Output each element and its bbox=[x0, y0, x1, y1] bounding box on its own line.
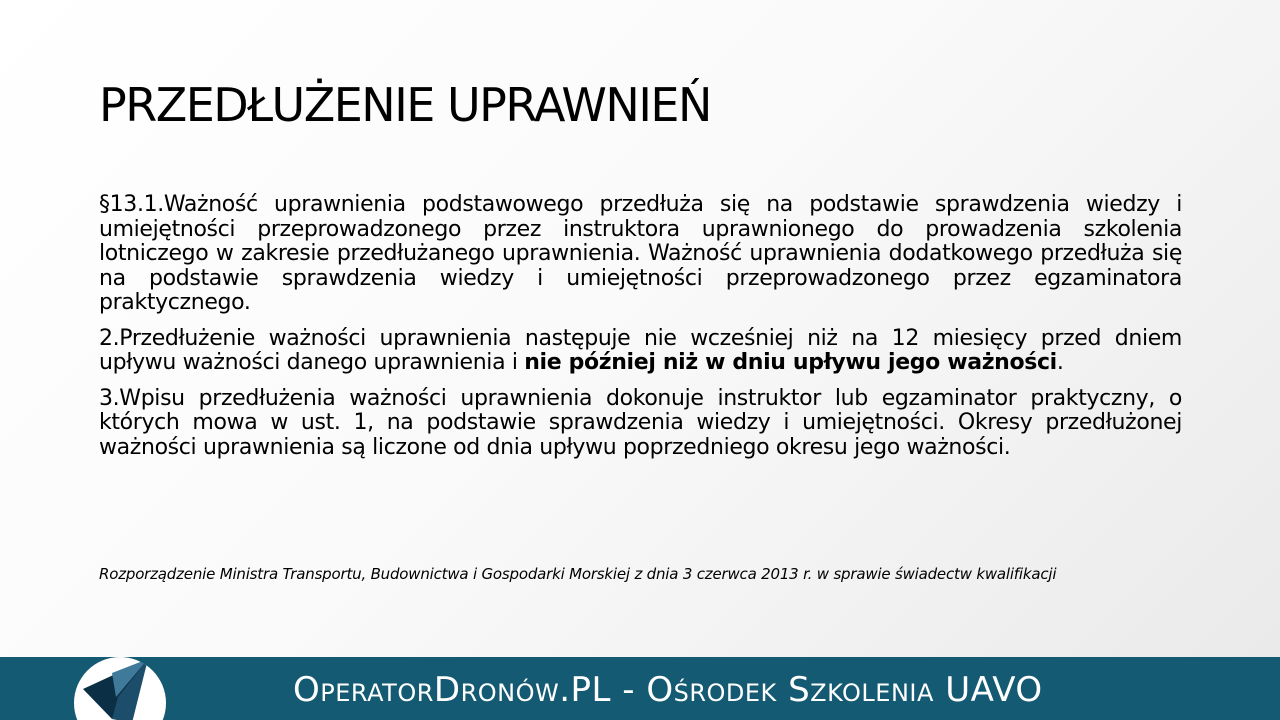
slide-title: PRZEDŁUŻENIE UPRAWNIEŃ bbox=[99, 78, 711, 132]
footer-brand-text: OperatorDronów.PL - Ośrodek Szkolenia UAVO bbox=[293, 670, 1043, 710]
paragraph-3: 3.Wpisu przedłużenia ważności uprawnienia dokonuje instruktor lub egzaminator praktyczny, o których mowa w ust. 1, na podstawie sprawdzenia wiedzy i umiejętności. Okresy przedłużonej ważności uprawnienia są liczone od dnia upływu poprzedniego okresu jego ważności. bbox=[99, 385, 1182, 460]
paragraph-1: §13.1.Ważność uprawnienia podstawowego przedłuża się na podstawie sprawdzenia wiedzy i umiejętności przeprowadzonego przez instruktora uprawnionego do prowadzenia szkolenia lotniczego w zakresie przedłużanego uprawnienia. Ważność uprawnienia dodatkowego przedłuża się na podstawie sprawdzenia wiedzy i umiejętności przeprowadzonego przez egzaminatora praktycznego. bbox=[99, 192, 1182, 315]
slide-body bbox=[99, 193, 1182, 471]
legal-citation: Rozporządzenie Ministra Transportu, Budownictwa i Gospodarki Morskiej z dnia 3 czerwca 2013 r. w sprawie świadectw kwalifikacji bbox=[99, 565, 1057, 583]
paragraph-2-bold-text: nie później niż w dniu upływu jego ważności bbox=[524, 350, 1057, 375]
paragraph-2-end: . bbox=[1056, 350, 1064, 375]
paragraph-2-text: 2.Przedłużenie ważności uprawnienia następuje nie wcześniej niż na 12 miesięcy przed dniem upływu ważności danego uprawnienia i bbox=[99, 325, 1182, 375]
paragraph-2 bbox=[99, 327, 1182, 376]
paper-plane-icon bbox=[74, 657, 166, 720]
logo bbox=[74, 657, 166, 720]
